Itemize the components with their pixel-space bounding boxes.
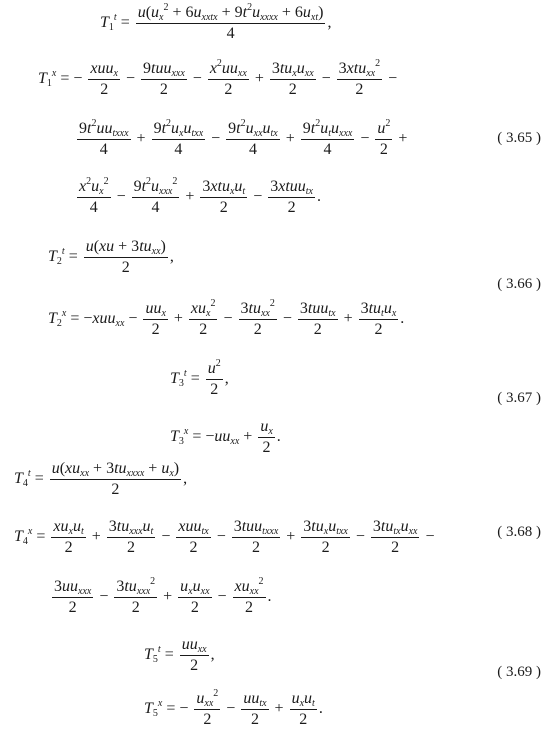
equation-number-3-67: ( 3.67 ) <box>497 390 541 406</box>
eq-3-67-T3x: $T_3^x = -uu_{xx}$ + $\frac{u_x}{2}$ . <box>170 418 281 456</box>
eq-3-65-T1x-b: $9t^2uu_{txxx}$ 4 + $9t^2u_xu_{txx}$ 4 − $9t^2u_{xx}u_{tx}$ 4 + $9t^2u_tu_{xxx}$ 4 − $\frac{u^2}{2}$ + <box>79 118 408 158</box>
eq-3-65-T1x-a: $T_1^x$ = − xuu$_x$ 2 − 9tuu$_{xxx}$ 2 − $x^2uu_{xx}$ 2 + $3tu_xu_{xx}$ 2 − 3xtu$_{xx}^2$ 2 − <box>38 58 398 98</box>
eq-3-65-T1x-c: $\frac{x^2u_x^2}{4}$ − $9t^2u_{xxx}^2$ 4 + $3xtu_xu_t$ 2 − 3xtuu$_{tx}$ 2 . <box>79 176 321 216</box>
eq-3-69-T5t: $T_5^t$ = $uu_{xx}$ 2 , <box>144 636 215 674</box>
equation-number-3-68: ( 3.68 ) <box>497 524 541 540</box>
eq-3-65-T1t: $T_1^t$ = $u(u_x^2 + 6u_{xxtx} + 9t^2u_{xxxx} + 6u_{xt})$ 4 , <box>100 2 332 42</box>
equation-number-3-66: ( 3.66 ) <box>497 276 541 292</box>
eq-3-66-T2t: $T_2^t$ = $u(xu + 3tu_{xx})$ 2 , <box>48 238 174 276</box>
eq-3-66-T2x: $T_2^x = -xuu_{xx}$ − $uu_x$ 2 + $xu_x^2$ 2 − $3tu_{xx}^2$ 2 − 3tuu$_{tx}$ 2 + $3tu_tu_x$ 2 . <box>48 298 405 338</box>
eq-3-68-T4x-a: $T_4^x$ = $xu_xu_t$ 2 + $3tu_{xxx}u_t$ 2 − xuu$_{tx}$ 2 − 3tuu$_{txxx}$ 2 + $3tu_xu_{txx}$ 2 − $3tu_{tx}u_{xx}$ 2 − <box>14 518 435 556</box>
eq-3-69-T5x: $T_5^x$ = − $u_{xx}^2$ 2 − $uu_{tx}$ 2 + $u_xu_t$ 2 . <box>144 688 323 728</box>
eq-3-68-T4t: $T_4^t$ = $u(xu_{xx} + 3tu_{xxxx} + u_x)$ 2 , <box>14 460 188 498</box>
eq-3-68-T4x-b: $3uu_{xxx}$ 2 − $3tu_{xxx}^2$ 2 + $u_xu_{xx}$ 2 − $xu_{xx}^2$ 2 . <box>54 576 272 616</box>
eq-3-67-T3t: $T_3^t$ = $\frac{u^2}{2}$ , <box>170 358 229 398</box>
equation-number-3-69: ( 3.69 ) <box>497 664 541 680</box>
equation-number-3-65: ( 3.65 ) <box>497 130 541 146</box>
